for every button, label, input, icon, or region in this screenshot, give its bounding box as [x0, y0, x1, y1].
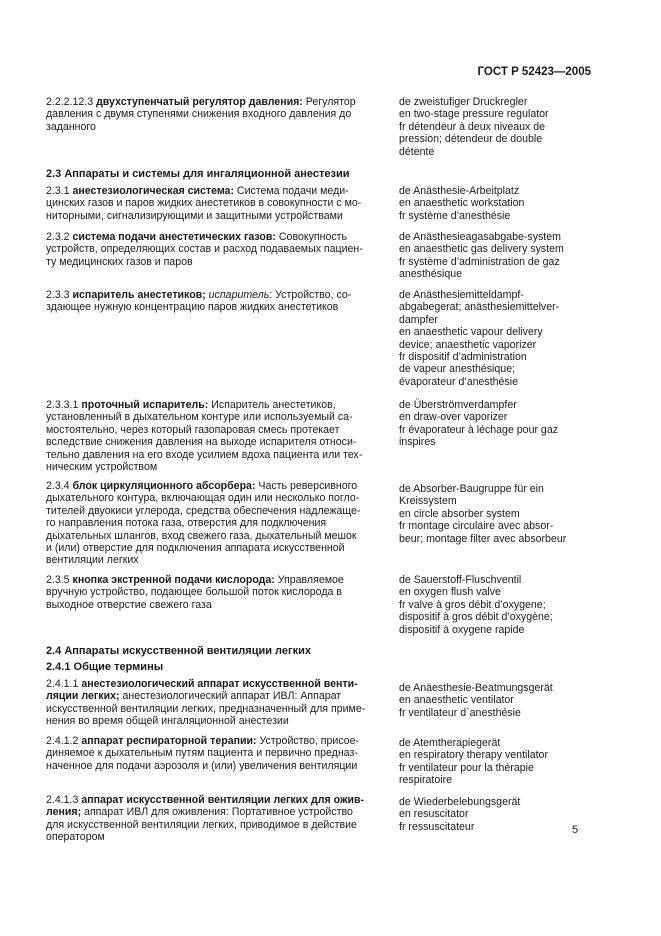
term-entry	[46, 574, 370, 611]
term-name: двухступенчатый регулятор давления:	[96, 96, 303, 108]
term-name: анестезиологическая система:	[72, 185, 234, 197]
section-heading: 2.3 Аппараты и системы для ингаляционной анестезии	[46, 168, 350, 180]
term-entry	[46, 289, 370, 314]
document-code-header: ГОСТ Р 52423—2005	[477, 66, 591, 78]
term-definition: : Устройство, со- здающее нужную концентрацию паров жидких анестетиков	[46, 289, 352, 314]
term-entry	[46, 480, 370, 567]
term-translations: de Anästhesiemitteldampf- abgabegerat; anästhesiemittelver- dampfer en anaesthetic vapour delivery device; anaesthetic vaporizer fr dispositif d’administration de vapeur anesthésique; évaporateur d’anesthésie	[399, 289, 560, 388]
term-translations: de Anästhesie-Arbeitplatz en anaesthetic workstation fr système d’anesthésie	[399, 185, 525, 222]
term-definition: анестезиологический аппарат ИВЛ: Аппарат искусственной вентиляции легких, предназначенный для приме- нения во время общей ингаляционной анестезии	[46, 690, 366, 728]
term-definition: Часть реверсивного дыхательного контура, включающая один или несколько погло- тителей двуокиси углерода, средства обеспечения надлежаще- го направления потока газа, отверстия для подключения дыхательных шлангов, вход свежего газа, дыхательный мешок и (или) отверстие для подключения аппарата искусственной вентиляции легких	[46, 480, 361, 567]
term-translations: de Wiederbelebungsgerät en resuscitator fr ressuscitateur	[399, 796, 521, 833]
term-translations: de Sauerstoff-Fluschventil en oxygen flush valve fr valve à gros débit d’oxygene; dispositif à gros débit d’oxygène; dispositif à oxygene rapide	[399, 574, 553, 636]
term-number: 2.4.1.3	[46, 794, 79, 806]
term-entry	[46, 794, 370, 844]
term-definition: аппарат ИВЛ для оживления: Портативное устройство для искусственной вентиляции легких, приводимое в действие оператором	[46, 806, 357, 844]
page-number: 5	[572, 824, 579, 836]
term-name: проточный испаритель:	[81, 399, 209, 411]
term-definition: Управляемое вручную устройство, подающее большой поток кислорода в выходное отверстие свежего газа	[46, 574, 344, 611]
term-name: аппарат респираторной терапии:	[81, 735, 257, 747]
term-synonym: испаритель	[205, 289, 270, 301]
subsection-heading: 2.4.1 Общие термины	[46, 661, 164, 673]
term-translations: de Anäesthesie-Beatmungsgerät en anaesthetic ventilator fr ventilateur d`anesthésie	[399, 682, 553, 719]
term-entry	[46, 735, 370, 772]
term-name: кнопка экстренной подачи кислорода:	[72, 574, 275, 586]
term-number: 2.3.1	[46, 185, 70, 197]
term-entry	[46, 231, 370, 268]
term-definition: Регулятор давления с двумя ступенями снижения входного давления до заданного	[46, 96, 356, 133]
term-name: испаритель анестетиков;	[72, 289, 206, 301]
term-number: 2.3.5	[46, 574, 70, 586]
term-number: 2.2.2.12.3	[46, 96, 94, 108]
term-translations: de Atemtherapiegerät en respiratory therapy ventilator fr ventilateur pour la thérapie respiratoire	[399, 737, 548, 787]
term-translations: de Anästhesieagasabgabe-system en anaesthetic gas delivery system fr système d’administration de gaz anesthésique	[399, 231, 564, 281]
term-number: 2.3.4	[46, 480, 70, 492]
term-number: 2.3.2	[46, 231, 70, 243]
term-name: система подачи анестетических газов:	[72, 231, 276, 243]
term-definition: Совокупность устройств, определяющих состав и расход подаваемых пациен- ту медицинских газов и паров	[46, 231, 363, 268]
term-translations: de Absorber-Baugruppe für ein Kreissystem en circle absorber system fr montage circulaire avec absor- beur; montage filter avec absorbeur	[399, 483, 567, 545]
section-heading: 2.4 Аппараты искусственной вентиляции легких	[46, 645, 311, 657]
term-name: блок циркуляционного абсорбера:	[72, 480, 256, 492]
term-definition: Испаритель анестетиков, установленный в дыхательном контуре или используемый са- мостоятельно, через который газопаровая смесь протекает вследствие снижения давления на выходе испарителя относи- тельно давления на его входе усилием вдоха пациента или тех- ническим устройством	[46, 399, 363, 474]
term-definition: Система подачи меди- цинских газов и паров жидких анестетиков в совокупности с мо- ниторными, сигнализирующими и защитными устройствами	[46, 185, 362, 222]
term-number: 2.4.1.2	[46, 735, 79, 747]
term-entry	[46, 399, 370, 473]
term-number: 2.3.3	[46, 289, 70, 301]
term-translations: de Überströmverdampfer en draw-over vaporizer fr évaporateur à léchage pour gaz inspires	[399, 399, 559, 449]
term-name: аппарат искусственной вентиляции легких для ожив- ления;	[46, 794, 365, 819]
term-translations: de zweistufiger Druckregler en two-stage pressure regulator fr détendeur à deux niveaux de pression; détendeur de double détente	[399, 96, 549, 158]
term-definition: Устройство, присое- диняемое к дыхательным путям пациента и первично предназ- наченное для подачи аэрозоля и (или) увеличения вентиляции	[46, 735, 360, 772]
term-name: анестезиологический аппарат искусственной венти- ляции легких;	[46, 678, 358, 703]
term-entry	[46, 96, 370, 133]
term-entry	[46, 678, 370, 728]
term-number: 2.3.3.1	[46, 399, 79, 411]
term-entry	[46, 185, 370, 222]
term-number: 2.4.1.1	[46, 678, 79, 690]
